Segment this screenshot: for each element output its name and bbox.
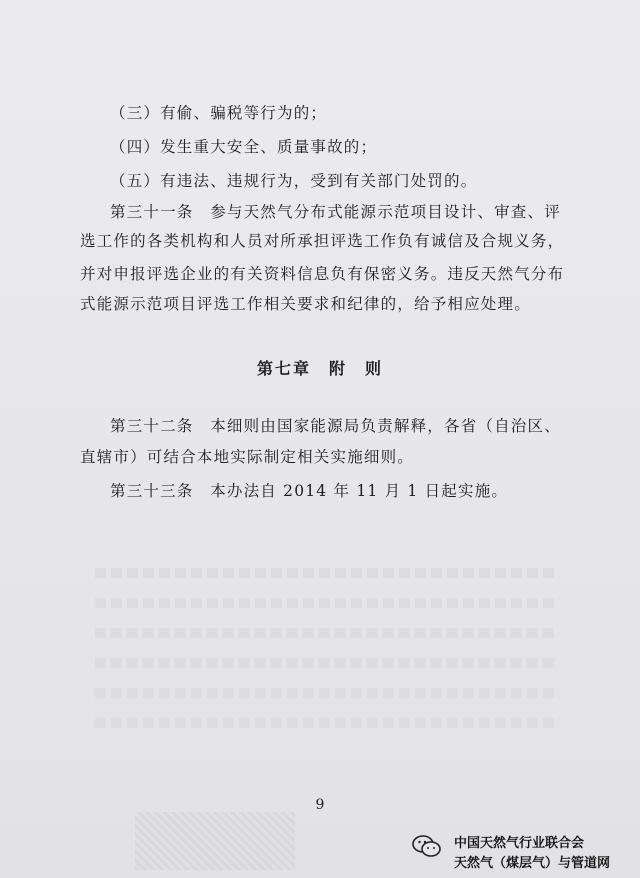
faded-stamp xyxy=(135,812,295,870)
article-31-line-1: 第三十一条 参与天然气分布式能源示范项目设计、审查、评 xyxy=(110,203,561,221)
article-32-line-2: 直辖市）可结合本地实际制定相关实施细则。 xyxy=(80,448,415,466)
page-number: 9 xyxy=(315,797,325,813)
article-31-line-2: 选工作的各类机构和人员对所承担评选工作负有诚信及合规义务， xyxy=(80,232,565,250)
item-3: （三）有偷、骗税等行为的； xyxy=(110,104,328,122)
chapter-title: 第七章 附 则 xyxy=(256,359,383,378)
wechat-icon xyxy=(412,834,442,858)
article-33: 第三十三条 本办法自 2014 年 11 月 1 日起实施。 xyxy=(110,482,509,500)
watermark-line-1: 中国天然气行业联合会 xyxy=(454,836,585,851)
item-5: （五）有违法、违规行为，受到有关部门处罚的。 xyxy=(110,172,478,190)
bleed-through-text xyxy=(95,568,555,748)
watermark-line-2: 天然气（煤层气）与管道网 xyxy=(454,856,611,871)
item-4: （四）发生重大安全、质量事故的； xyxy=(110,138,378,156)
article-31-line-3: 并对申报评选企业的有关资料信息负有保密义务。违反天然气分布 xyxy=(80,265,565,283)
article-31-line-4: 式能源示范项目评选工作相关要求和纪律的，给予相应处理。 xyxy=(80,295,531,313)
watermark xyxy=(412,828,640,874)
article-32-line-1: 第三十二条 本细则由国家能源局负责解释，各省（自治区、 xyxy=(110,417,561,435)
